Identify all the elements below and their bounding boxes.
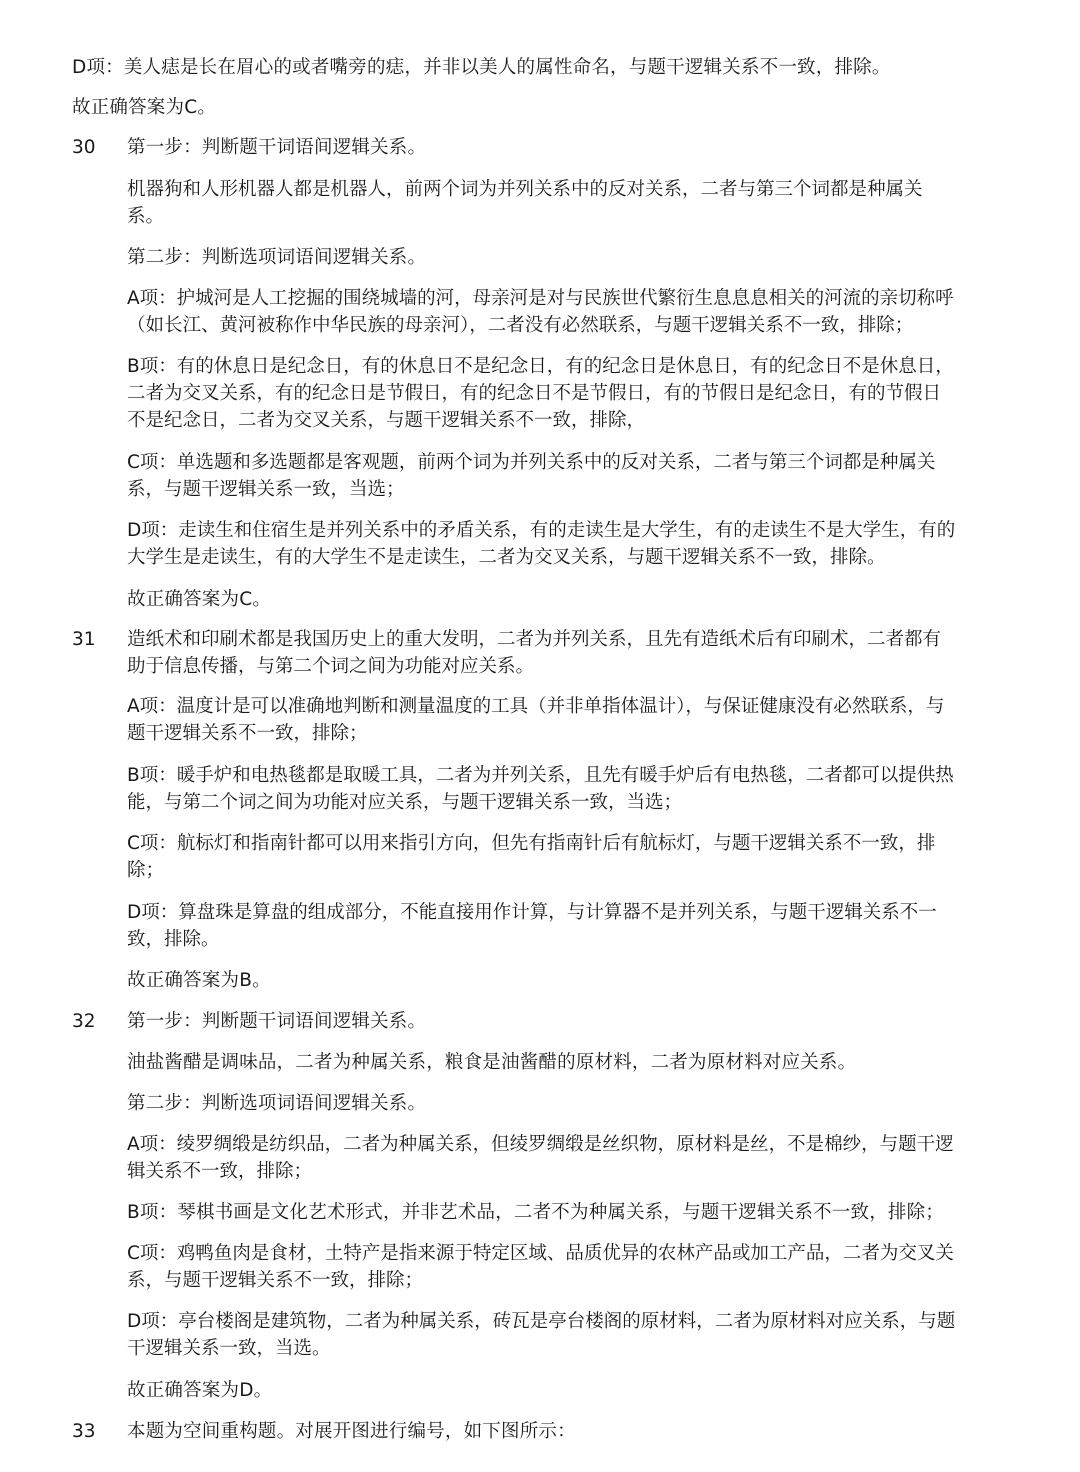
q30-analysis bbox=[127, 176, 987, 230]
q31-option-d bbox=[127, 899, 987, 953]
q30-analysis-line: 系。 bbox=[127, 206, 165, 227]
q33-text: 本题为空间重构题。对展开图进行编号，如下图所示： bbox=[127, 1421, 576, 1442]
q31-option-b bbox=[127, 762, 987, 816]
q32-option-c-line: C项：鸡鸭鱼肉是食材，土特产是指来源于特定区域、品质优异的农林产品或加工产品，二者为交叉关 bbox=[127, 1243, 954, 1264]
q32-option-b: B项：琴棋书画是文化艺术形式，并非艺术品，二者不为种属关系，与题干逻辑关系不一致，排除； bbox=[127, 1202, 944, 1223]
q31-analysis-line: 造纸术和印刷术都是我国历史上的重大发明，二者为并列关系，且先有造纸术后有印刷术，二者都有 bbox=[127, 629, 942, 650]
q31-analysis bbox=[127, 626, 987, 680]
q30-answer: 故正确答案为C。 bbox=[127, 589, 272, 610]
q30-analysis-line: 机器狗和人形机器人都是机器人，前两个词为并列关系中的反对关系，二者与第三个词都是种属关 bbox=[127, 179, 923, 200]
q31-analysis-line: 助于信息传播，与第二个词之间为功能对应关系。 bbox=[127, 656, 535, 677]
q31-option-d-line: D项：算盘珠是算盘的组成部分，不能直接用作计算，与计算器不是并列关系，与题干逻辑关系不一 bbox=[127, 902, 937, 923]
q32-option-a-line: 辑关系不一致，排除； bbox=[127, 1161, 313, 1182]
q31-option-b-line: 能，与第二个词之间为功能对应关系，与题干逻辑关系一致，当选； bbox=[127, 792, 683, 813]
q32-step1: 第一步：判断题干词语间逻辑关系。 bbox=[127, 1011, 427, 1032]
q30-option-c bbox=[127, 449, 987, 503]
q30-option-c-line: 系，与题干逻辑关系一致，当选； bbox=[127, 479, 405, 500]
q30-option-a bbox=[127, 285, 987, 339]
q32-step2: 第二步：判断选项词语间逻辑关系。 bbox=[127, 1093, 427, 1114]
q32-option-d-line: D项：亭台楼阁是建筑物，二者为种属关系，砖瓦是亭台楼阁的原材料，二者为原材料对应关系，与题 bbox=[127, 1311, 956, 1332]
q31-option-a-line: 题干逻辑关系不一致，排除； bbox=[127, 723, 368, 744]
q30-step2: 第二步：判断选项词语间逻辑关系。 bbox=[127, 247, 427, 268]
q30-option-b bbox=[127, 353, 987, 434]
q32-option-c-line: 系，与题干逻辑关系不一致，排除； bbox=[127, 1270, 424, 1291]
q31-option-c-line: C项：航标灯和指南针都可以用来指引方向，但先有指南针后有航标灯，与题干逻辑关系不一致，排 bbox=[127, 833, 936, 854]
q30-option-d bbox=[127, 517, 987, 571]
prev-answer: 故正确答案为C。 bbox=[72, 97, 217, 118]
q31-option-c bbox=[127, 830, 987, 884]
q32-option-c bbox=[127, 1240, 987, 1294]
q31-option-b-line: B项：暖手炉和电热毯都是取暖工具，二者为并列关系，且先有暖手炉后有电热毯，二者都可以提供热 bbox=[127, 765, 954, 786]
question-number-31: 31 bbox=[72, 629, 96, 650]
q30-option-d-line: 大学生是走读生，有的大学生不是走读生，二者为交叉关系，与题干逻辑关系不一致，排除。 bbox=[127, 547, 886, 568]
q32-option-d bbox=[127, 1308, 987, 1362]
q30-option-b-line: 二者为交叉关系，有的纪念日是节假日，有的纪念日不是节假日，有的节假日是纪念日，有的节假日 bbox=[127, 383, 942, 404]
q30-option-c-line: C项：单选题和多选题都是客观题，前两个词为并列关系中的反对关系，二者与第三个词都是种属关 bbox=[127, 452, 936, 473]
prev-option-d: D项：美人痣是长在眉心的或者嘴旁的痣，并非以美人的属性命名，与题干逻辑关系不一致，排除。 bbox=[72, 57, 891, 78]
question-number-30: 30 bbox=[72, 137, 96, 158]
question-number-32: 32 bbox=[72, 1011, 96, 1032]
q31-option-a-line: A项：温度计是可以准确地判断和测量温度的工具（并非单指体温计），与保证健康没有必然联系，与 bbox=[127, 696, 945, 717]
question-number-33: 33 bbox=[72, 1421, 96, 1442]
q30-option-b-line: 不是纪念日，二者为交叉关系，与题干逻辑关系不一致，排除， bbox=[127, 410, 646, 431]
q31-option-c-line: 除； bbox=[127, 860, 165, 881]
q31-option-d-line: 致，排除。 bbox=[127, 929, 220, 950]
q32-analysis: 油盐酱醋是调味品，二者为种属关系，粮食是油酱醋的原材料，二者为原材料对应关系。 bbox=[127, 1052, 857, 1073]
q30-step1: 第一步：判断题干词语间逻辑关系。 bbox=[127, 137, 427, 158]
q30-option-b-line: B项：有的休息日是纪念日，有的休息日不是纪念日，有的纪念日是休息日，有的纪念日不是休息日， bbox=[127, 356, 954, 377]
q32-option-d-line: 干逻辑关系一致，当选。 bbox=[127, 1338, 331, 1359]
q32-answer: 故正确答案为D。 bbox=[127, 1380, 273, 1401]
q32-option-a bbox=[127, 1131, 987, 1185]
q30-option-a-line: A项：护城河是人工挖掘的围绕城墙的河，母亲河是对与民族世代繁衍生息息息相关的河流的亲切称呼 bbox=[127, 288, 954, 309]
q32-option-a-line: A项：绫罗绸缎是纺织品，二者为种属关系，但绫罗绸缎是丝织物，原材料是丝，不是棉纱，与题干逻 bbox=[127, 1134, 954, 1155]
q30-option-a-line: （如长江、黄河被称作中华民族的母亲河），二者没有必然联系，与题干逻辑关系不一致，排除； bbox=[127, 315, 914, 336]
q30-option-d-line: D项：走读生和住宿生是并列关系中的矛盾关系，有的走读生是大学生，有的走读生不是大学生，有的 bbox=[127, 520, 956, 541]
q31-option-a bbox=[127, 693, 987, 747]
q31-answer: 故正确答案为B。 bbox=[127, 970, 271, 991]
